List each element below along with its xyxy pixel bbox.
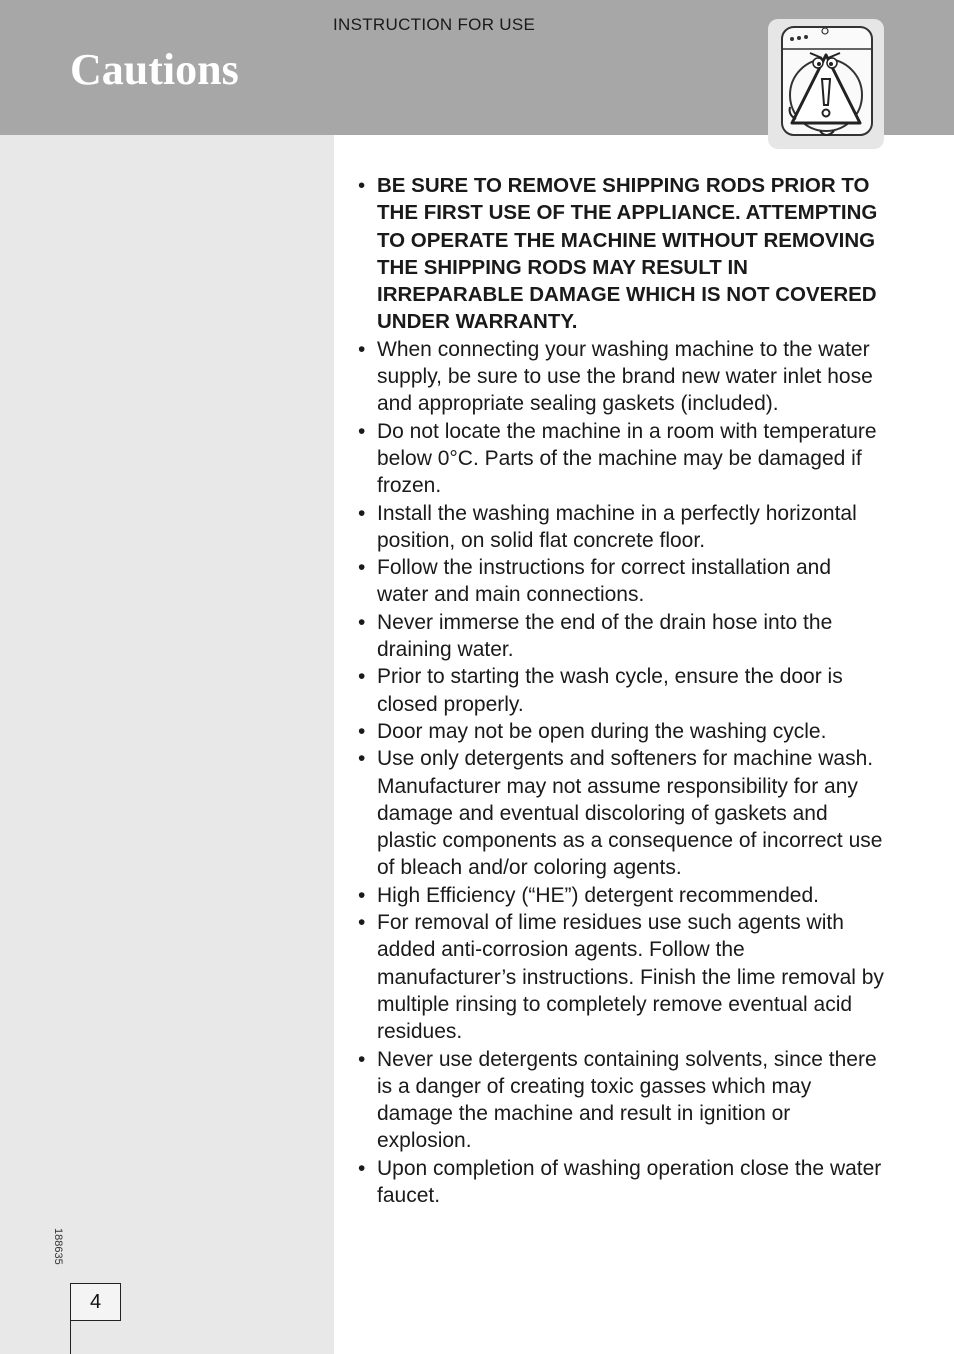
caution-text: Never immerse the end of the drain hose into the draining water. (377, 610, 833, 662)
caution-item-temperature (358, 418, 888, 500)
caution-item-drain-hose (358, 609, 888, 664)
bullet-icon: • (358, 883, 366, 907)
bullet-icon: • (358, 337, 366, 361)
cautions-content (358, 172, 888, 1209)
caution-text: Prior to starting the wash cycle, ensure the door is closed properly. (377, 665, 843, 716)
caution-text: BE SURE TO REMOVE SHIPPING RODS PRIOR TO THE FIRST USE OF THE APPLIANCE. ATTEMPTING TO OPERATE THE MACHINE WITHOUT REMOVING THE SHIPPING RODS MAY RESULT IN IRREPARABLE DAMAGE WHICH IS NOT COVERED UNDER WARRANTY. (377, 174, 878, 334)
caution-text: Use only detergents and softeners for machine wash. Manufacturer may not assume responsibility for any damage and eventual discoloring of gaskets and plastic components as a consequence of incorrect use of bleach and/or coloring agents. (377, 747, 883, 880)
caution-item-shipping-rods (358, 172, 888, 336)
bullet-icon: • (358, 911, 366, 935)
caution-item-installation-instructions (358, 554, 888, 609)
caution-text: Install the washing machine in a perfectly horizontal position, on solid flat concrete floor. (377, 501, 857, 552)
caution-item-installation-position (358, 500, 888, 555)
caution-item-water-faucet (358, 1155, 888, 1210)
page-title: Cautions (70, 45, 239, 94)
page-number: 4 (70, 1283, 121, 1321)
caution-item-door-locked (358, 718, 888, 745)
bullet-icon: • (358, 419, 366, 443)
page-number-rule (70, 1319, 71, 1354)
caution-item-lime-removal (358, 909, 888, 1045)
bullet-icon: • (358, 719, 366, 743)
bullet-icon: • (358, 665, 366, 689)
caution-item-water-supply (358, 336, 888, 418)
document-code: 188635 (52, 1228, 64, 1265)
section-label: INSTRUCTION FOR USE (333, 15, 536, 34)
caution-item-door-closed (358, 663, 888, 718)
warning-mascot-icon (768, 19, 884, 149)
caution-text: Do not locate the machine in a room with temperature below 0°C. Parts of the machine may be damaged if frozen. (377, 419, 877, 498)
bullet-icon: • (358, 747, 366, 771)
bullet-icon: • (358, 1156, 366, 1180)
page-header (0, 0, 954, 135)
caution-text: When connecting your washing machine to the water supply, be sure to use the brand new water inlet hose and appropriate sealing gaskets (included). (377, 337, 873, 416)
caution-item-detergents (358, 745, 888, 881)
caution-item-he-detergent (358, 882, 888, 909)
caution-text: Upon completion of washing operation close the water faucet. (377, 1156, 882, 1207)
caution-text: Follow the instructions for correct installation and water and main connections. (377, 556, 832, 607)
cautions-list (358, 172, 888, 1209)
caution-text: For removal of lime residues use such agents with added anti-corrosion agents. Follow the manufacturer’s instructions. Finish the lime removal by multiple rinsing to completely remove eventual acid residues. (377, 911, 884, 1044)
side-panel (0, 135, 334, 1354)
bullet-icon: • (358, 174, 366, 197)
caution-text: High Efficiency (“HE”) detergent recommended. (377, 883, 819, 907)
bullet-icon: • (358, 556, 366, 580)
bullet-icon: • (358, 610, 366, 634)
caution-text: Never use detergents containing solvents, since there is a danger of creating toxic gasses which may damage the machine and result in ignition or explosion. (377, 1047, 877, 1153)
caution-text: Door may not be open during the washing cycle. (377, 719, 827, 743)
bullet-icon: • (358, 1047, 366, 1071)
caution-item-solvents (358, 1046, 888, 1155)
bullet-icon: • (358, 501, 366, 525)
